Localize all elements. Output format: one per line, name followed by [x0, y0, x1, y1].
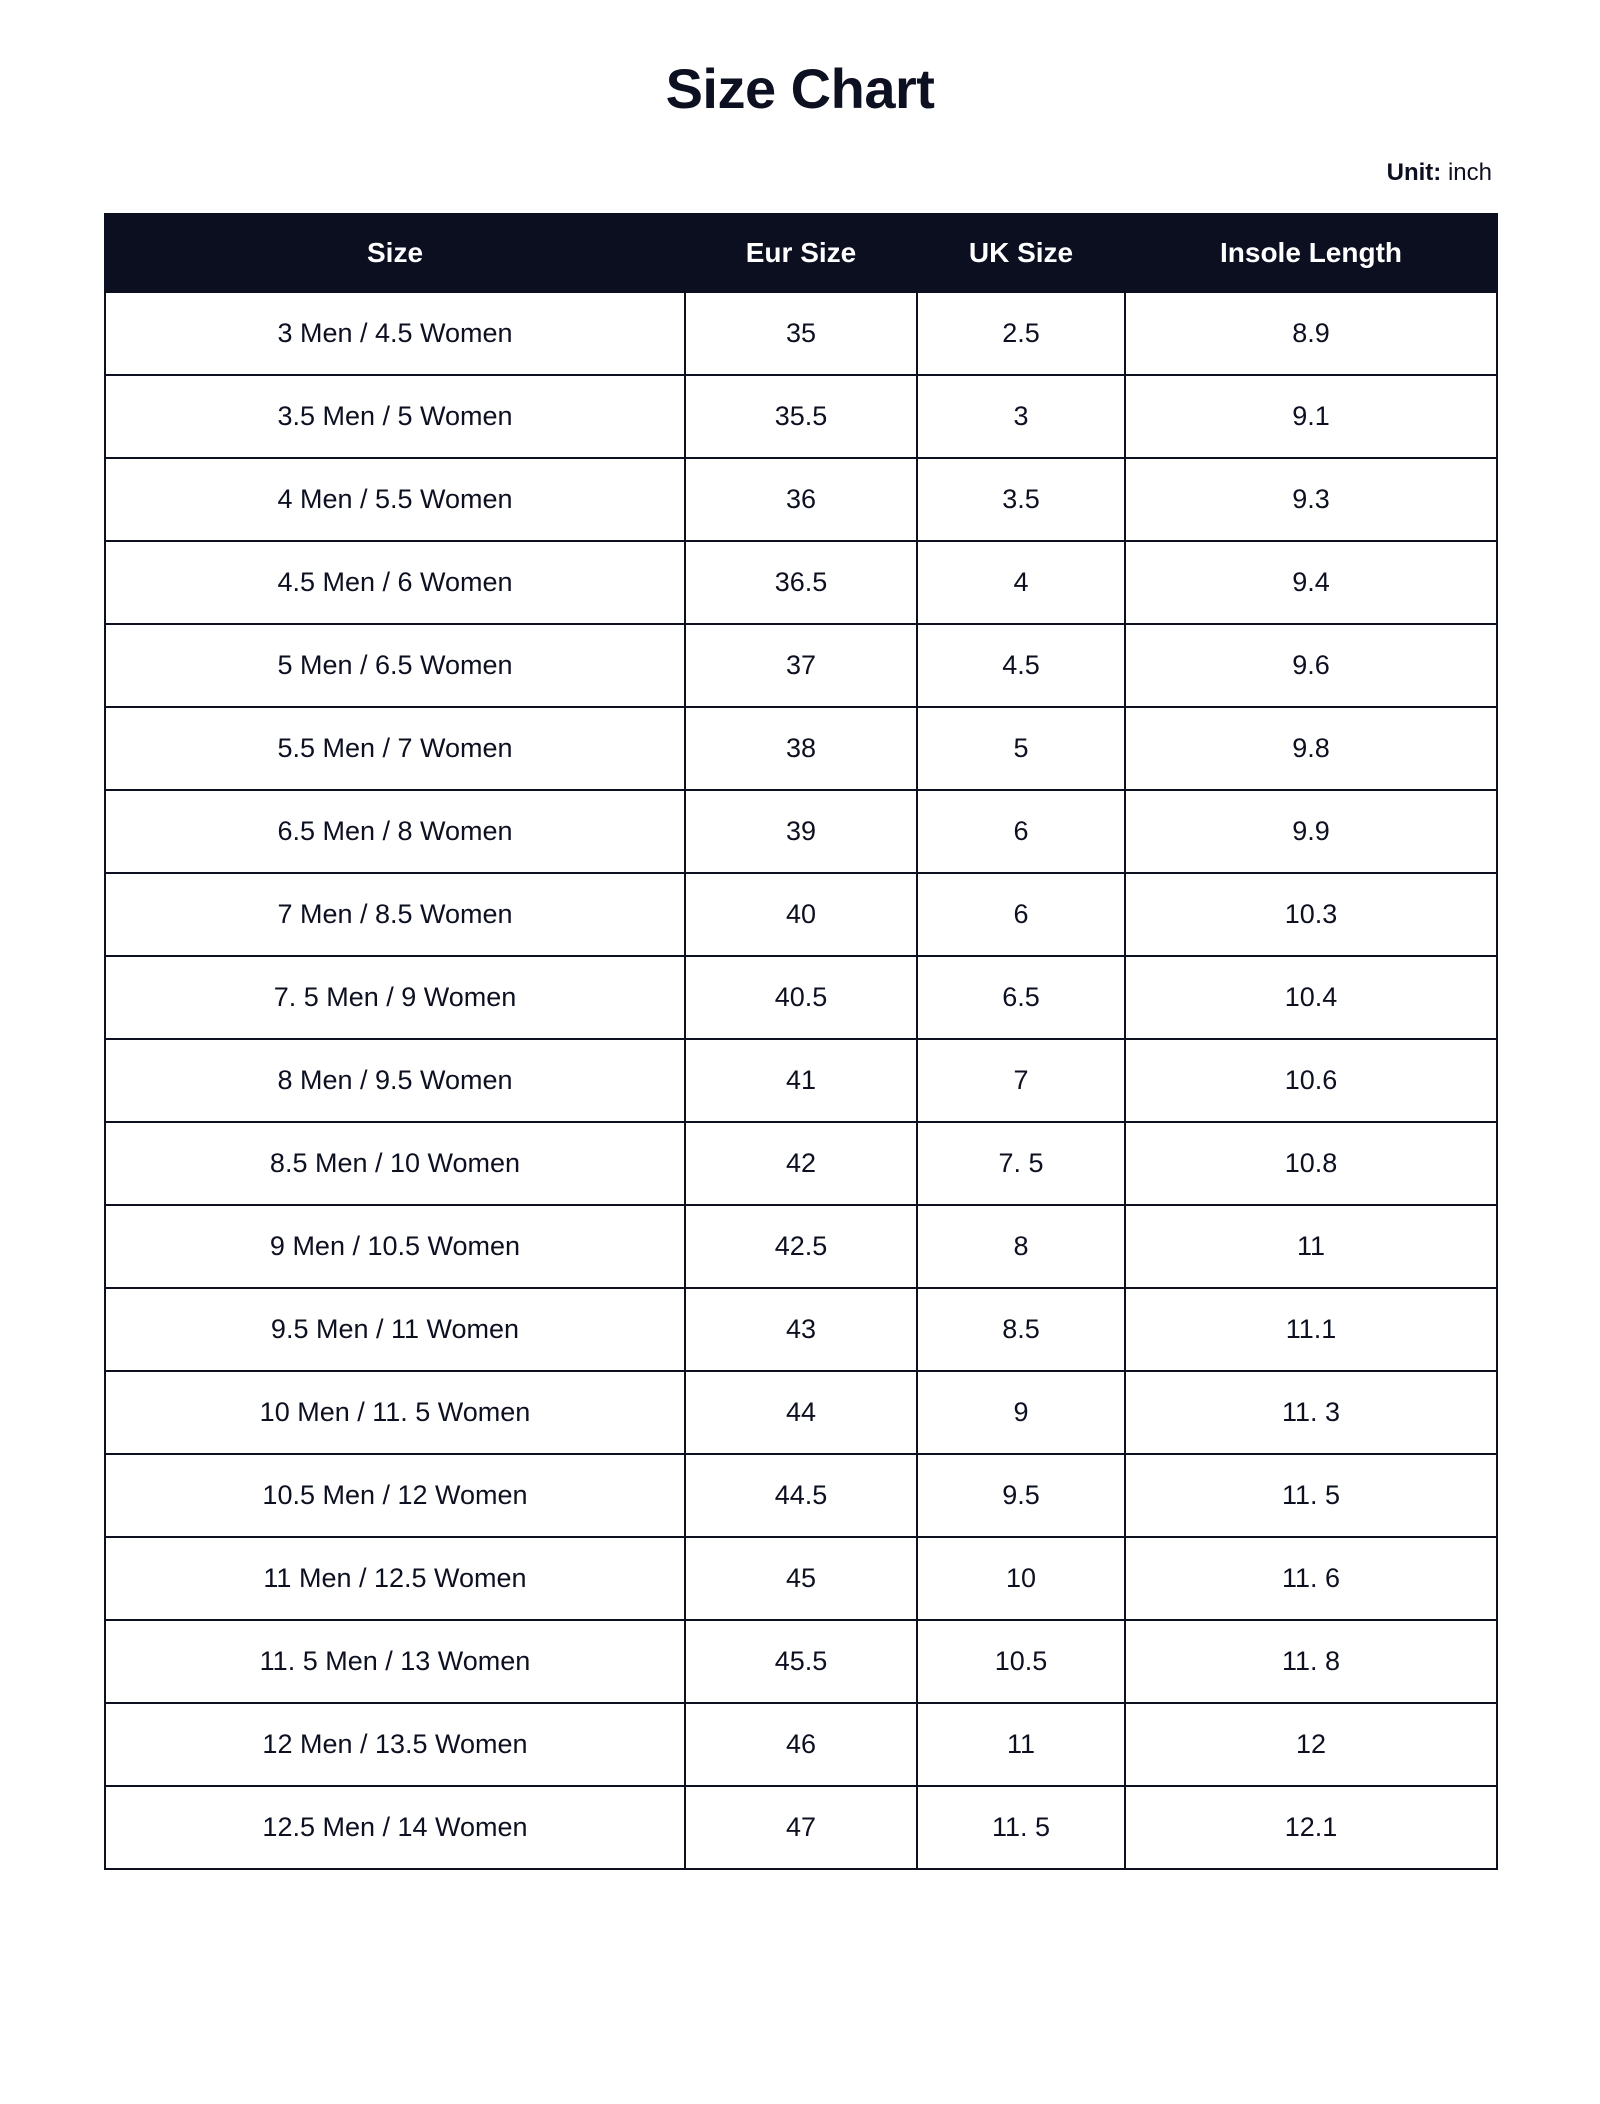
table-row	[105, 1039, 1497, 1122]
cell-eur-size: 40	[685, 873, 917, 956]
cell-size: 9.5 Men / 11 Women	[105, 1288, 685, 1371]
cell-insole-length: 10.8	[1125, 1122, 1497, 1205]
table-row	[105, 1454, 1497, 1537]
cell-insole-length: 12	[1125, 1703, 1497, 1786]
table-row	[105, 1288, 1497, 1371]
cell-insole-length: 9.9	[1125, 790, 1497, 873]
cell-size: 8 Men / 9.5 Women	[105, 1039, 685, 1122]
page-title: Size Chart	[665, 57, 935, 120]
cell-size: 10 Men / 11. 5 Women	[105, 1371, 685, 1454]
size-chart-page	[0, 56, 1600, 1870]
cell-uk-size: 3.5	[917, 458, 1125, 541]
table-row	[105, 292, 1497, 375]
cell-eur-size: 40.5	[685, 956, 917, 1039]
column-header-uk-size: UK Size	[917, 214, 1125, 292]
unit-label: Unit:	[1386, 159, 1442, 186]
table-header	[105, 214, 1497, 292]
table-row	[105, 1703, 1497, 1786]
table-row	[105, 624, 1497, 707]
cell-size: 3.5 Men / 5 Women	[105, 375, 685, 458]
cell-insole-length: 12.1	[1125, 1786, 1497, 1869]
table-row	[105, 375, 1497, 458]
cell-uk-size: 8	[917, 1205, 1125, 1288]
table-header-row	[105, 214, 1497, 292]
cell-uk-size: 11. 5	[917, 1786, 1125, 1869]
cell-eur-size: 42.5	[685, 1205, 917, 1288]
cell-eur-size: 39	[685, 790, 917, 873]
cell-insole-length: 9.6	[1125, 624, 1497, 707]
cell-size: 12 Men / 13.5 Women	[105, 1703, 685, 1786]
table-row	[105, 790, 1497, 873]
cell-eur-size: 38	[685, 707, 917, 790]
cell-size: 10.5 Men / 12 Women	[105, 1454, 685, 1537]
cell-size: 6.5 Men / 8 Women	[105, 790, 685, 873]
column-header-eur-size: Eur Size	[685, 214, 917, 292]
cell-eur-size: 46	[685, 1703, 917, 1786]
cell-insole-length: 10.3	[1125, 873, 1497, 956]
cell-uk-size: 6	[917, 873, 1125, 956]
cell-uk-size: 7. 5	[917, 1122, 1125, 1205]
cell-eur-size: 47	[685, 1786, 917, 1869]
unit-note	[104, 159, 1492, 187]
cell-uk-size: 6	[917, 790, 1125, 873]
cell-insole-length: 9.3	[1125, 458, 1497, 541]
cell-size: 11 Men / 12.5 Women	[105, 1537, 685, 1620]
cell-uk-size: 9.5	[917, 1454, 1125, 1537]
column-header-size: Size	[105, 214, 685, 292]
table-row	[105, 956, 1497, 1039]
cell-uk-size: 4	[917, 541, 1125, 624]
cell-size: 11. 5 Men / 13 Women	[105, 1620, 685, 1703]
cell-eur-size: 42	[685, 1122, 917, 1205]
cell-size: 12.5 Men / 14 Women	[105, 1786, 685, 1869]
cell-insole-length: 9.8	[1125, 707, 1497, 790]
cell-size: 9 Men / 10.5 Women	[105, 1205, 685, 1288]
cell-eur-size: 35.5	[685, 375, 917, 458]
cell-size: 4 Men / 5.5 Women	[105, 458, 685, 541]
cell-eur-size: 37	[685, 624, 917, 707]
cell-insole-length: 8.9	[1125, 292, 1497, 375]
cell-eur-size: 45	[685, 1537, 917, 1620]
cell-insole-length: 9.1	[1125, 375, 1497, 458]
column-header-insole-length: Insole Length	[1125, 214, 1497, 292]
table-body	[105, 292, 1497, 1869]
cell-insole-length: 11. 3	[1125, 1371, 1497, 1454]
cell-size: 4.5 Men / 6 Women	[105, 541, 685, 624]
cell-eur-size: 36.5	[685, 541, 917, 624]
cell-uk-size: 3	[917, 375, 1125, 458]
cell-insole-length: 10.6	[1125, 1039, 1497, 1122]
table-row	[105, 541, 1497, 624]
table-row	[105, 1620, 1497, 1703]
cell-insole-length: 11. 6	[1125, 1537, 1497, 1620]
size-chart-table	[104, 213, 1498, 1870]
table-row	[105, 1122, 1497, 1205]
unit-value: inch	[1447, 159, 1492, 186]
cell-insole-length: 11	[1125, 1205, 1497, 1288]
cell-eur-size: 44.5	[685, 1454, 917, 1537]
cell-eur-size: 36	[685, 458, 917, 541]
cell-uk-size: 11	[917, 1703, 1125, 1786]
table-row	[105, 1371, 1497, 1454]
cell-eur-size: 43	[685, 1288, 917, 1371]
cell-uk-size: 4.5	[917, 624, 1125, 707]
cell-uk-size: 10	[917, 1537, 1125, 1620]
table-row	[105, 1205, 1497, 1288]
cell-uk-size: 2.5	[917, 292, 1125, 375]
cell-eur-size: 45.5	[685, 1620, 917, 1703]
table-row	[105, 873, 1497, 956]
cell-size: 8.5 Men / 10 Women	[105, 1122, 685, 1205]
cell-size: 5 Men / 6.5 Women	[105, 624, 685, 707]
table-row	[105, 1537, 1497, 1620]
cell-insole-length: 11.1	[1125, 1288, 1497, 1371]
cell-insole-length: 9.4	[1125, 541, 1497, 624]
cell-uk-size: 8.5	[917, 1288, 1125, 1371]
cell-size: 3 Men / 4.5 Women	[105, 292, 685, 375]
table-row	[105, 1786, 1497, 1869]
cell-eur-size: 44	[685, 1371, 917, 1454]
cell-eur-size: 41	[685, 1039, 917, 1122]
cell-uk-size: 9	[917, 1371, 1125, 1454]
cell-insole-length: 11. 5	[1125, 1454, 1497, 1537]
cell-size: 5.5 Men / 7 Women	[105, 707, 685, 790]
table-row	[105, 707, 1497, 790]
cell-uk-size: 7	[917, 1039, 1125, 1122]
cell-uk-size: 5	[917, 707, 1125, 790]
cell-size: 7. 5 Men / 9 Women	[105, 956, 685, 1039]
cell-insole-length: 10.4	[1125, 956, 1497, 1039]
cell-size: 7 Men / 8.5 Women	[105, 873, 685, 956]
table-row	[105, 458, 1497, 541]
cell-uk-size: 6.5	[917, 956, 1125, 1039]
cell-uk-size: 10.5	[917, 1620, 1125, 1703]
cell-insole-length: 11. 8	[1125, 1620, 1497, 1703]
cell-eur-size: 35	[685, 292, 917, 375]
